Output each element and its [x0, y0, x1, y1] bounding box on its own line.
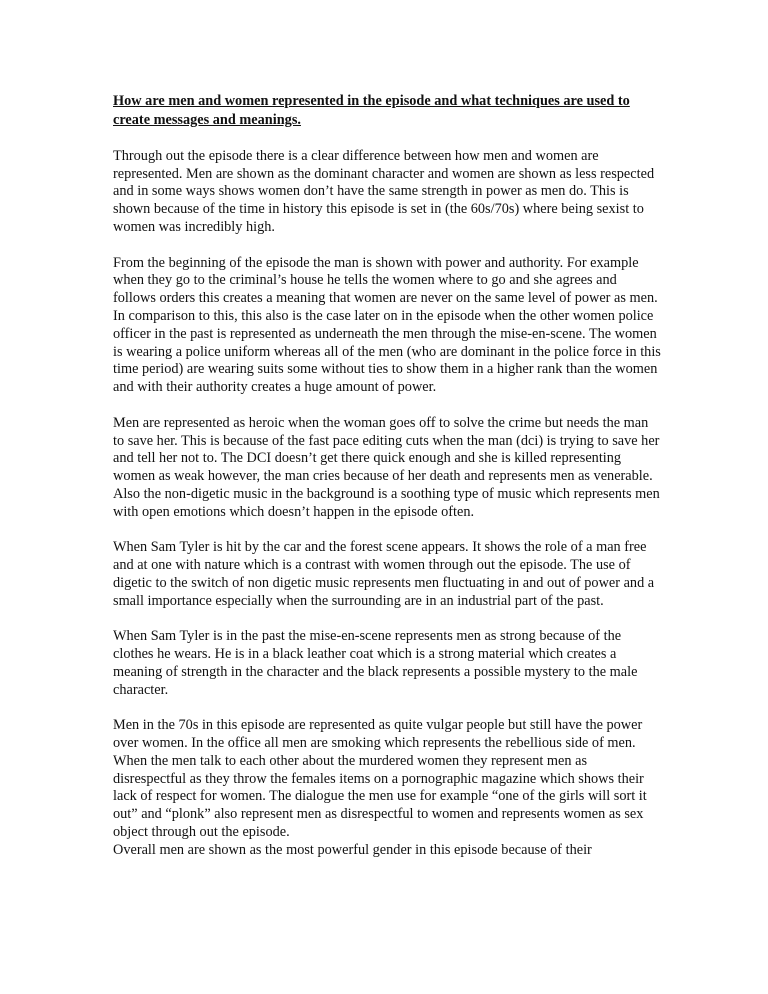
- paragraph-heroic: Men are represented as heroic when the woman goes off to solve the crime but needs the man to save her. This is because of the fast pace editing cuts when the man (dci) is trying to save her and tell her not to. The DCI doesn’t get there quick enough and she is killed representing women as weak however, the man cries because of her death and represents men as venerable. Also the non-digetic music in the background is a soothing type of music which represents men with open emotions which doesn’t happen in the episode often.: [113, 414, 660, 520]
- paragraph-men-70s: Men in the 70s in this episode are represented as quite vulgar people but still have the power over women. In the office all men are smoking which represents the rebellious side of men. When the men talk to each other about the murdered women they represent men as disrespectful as they throw the females items on a pornographic magazine which shows their lack of respect for women. The dialogue the men use for example “one of the girls will sort it out” and “plonk” also represent men as disrespectful to women and represents women as sex object through out the episode.: [113, 717, 647, 841]
- paragraph-sam-tyler-past: When Sam Tyler is in the past the mise-en-scene represents men as strong because of the clothes he wears. He is in a black leather coat which is a strong material which creates a meaning of strength in the character and the black represents a possible mystery to the male character.: [113, 628, 638, 698]
- document-body: [113, 92, 661, 860]
- document-title: How are men and women represented in the episode and what techniques are used to create messages and meanings.: [113, 93, 630, 128]
- paragraph-intro: Through out the episode there is a clear difference between how men and women are represented. Men are shown as the dominant character and women are shown as less respected and in some ways shows women don’t have the same strength in power as men do. This is shown because of the time in history this episode is set in (the 60s/70s) where being sexist to women was incredibly high.: [113, 147, 655, 235]
- paragraph-overall: Overall men are shown as the most powerful gender in this episode because of their: [113, 841, 592, 858]
- paragraph-sam-tyler-car: When Sam Tyler is hit by the car and the forest scene appears. It shows the role of a man free and at one with nature which is a contrast with women through out the episode. The use of digetic to the switch of non digetic music represents men fluctuating in and out of power and a small importance especially when the surrounding are in an industrial part of the past.: [113, 539, 655, 609]
- paragraph-power-authority: From the beginning of the episode the man is shown with power and authority. For example when they go to the criminal’s house he tells the women where to go and she agrees and follows orders this creates a meaning that women are never on the same level of power as men. In comparison to this, this also is the case later on in the episode when the other women police officer in the past is represented as underneath the men through the mise-en-scene. The women is wearing a police uniform whereas all of the men (who are dominant in the police force in this time period) are wearing suits some without ties to show them in a higher rank than the women and with their authority creates a huge amount of power.: [113, 254, 661, 396]
